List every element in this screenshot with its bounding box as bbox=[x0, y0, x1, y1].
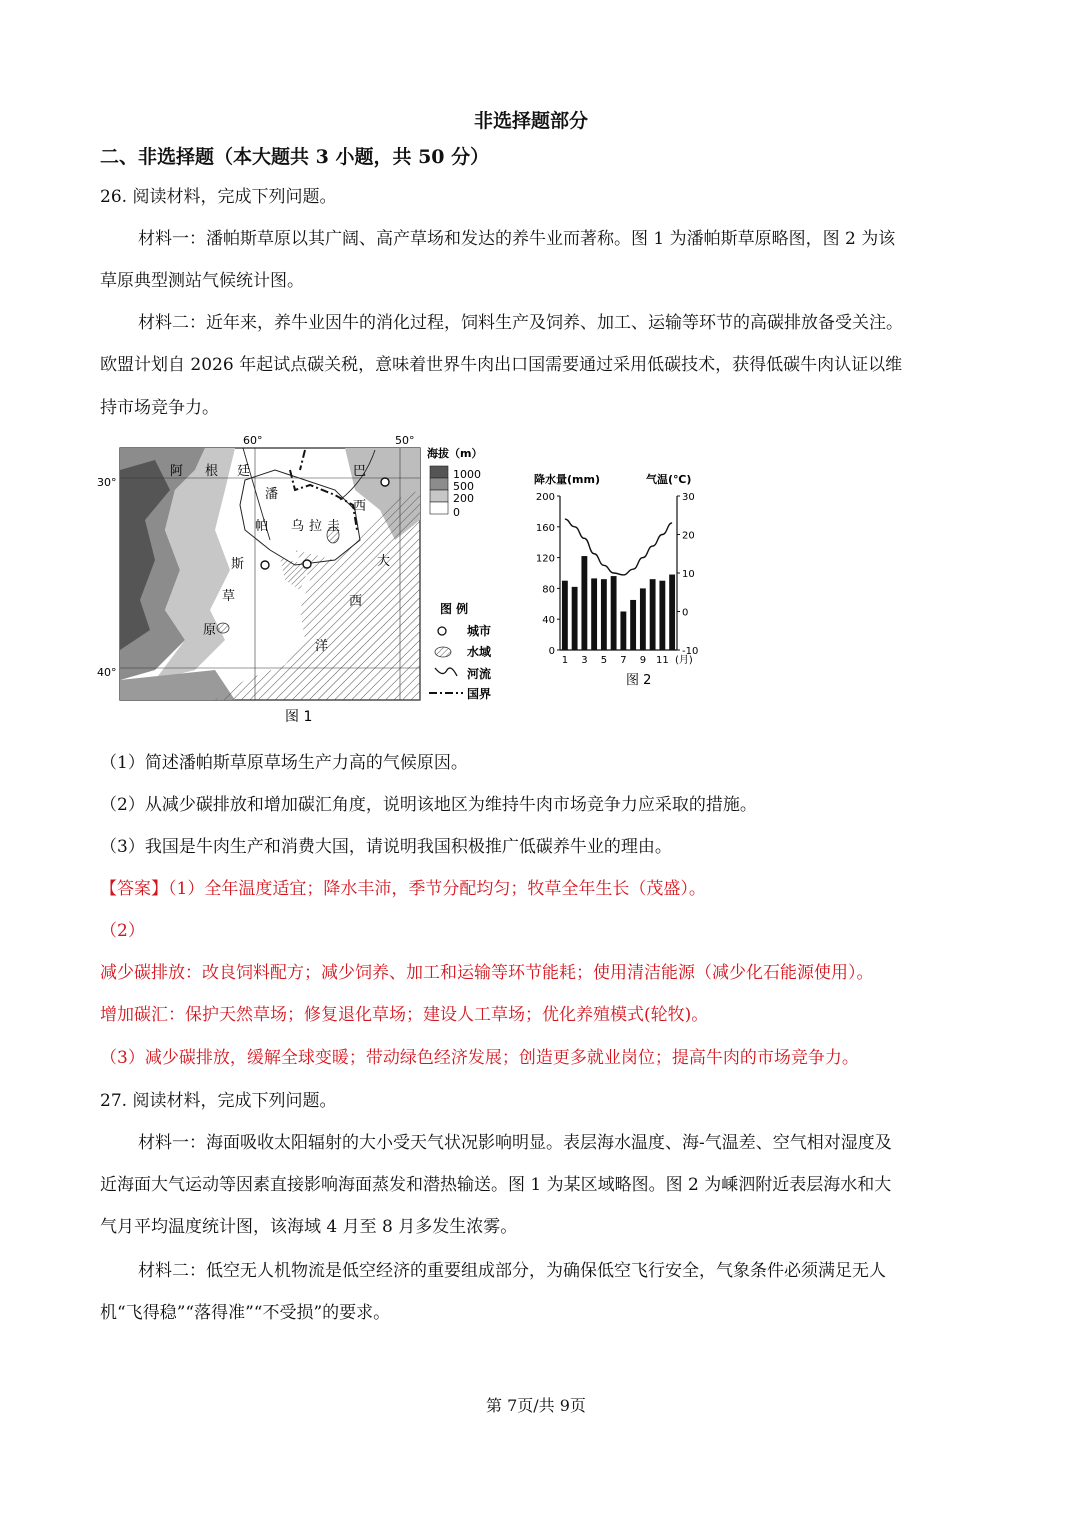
q26-stem: 26. 阅读材料，完成下列问题。 bbox=[100, 187, 337, 207]
elev-label-200: 200 bbox=[453, 492, 474, 505]
q26-material2-line3: 持市场竞争力。 bbox=[100, 398, 219, 418]
legend-river-icon bbox=[435, 668, 457, 676]
map-label-da: 大 bbox=[377, 554, 391, 569]
map-label-pan: 潘 bbox=[265, 487, 279, 502]
chart-ylabel-right: 气温(℃) bbox=[646, 473, 692, 486]
figure1-caption: 图 1 bbox=[285, 709, 313, 725]
map-label-a: 阿 bbox=[170, 464, 184, 479]
q27-material1-line2: 近海面大气运动等因素直接影响海面蒸发和潜热输送。图 1 为某区域略图。图 2 为嵊泗附近表层海水和大 bbox=[100, 1175, 892, 1195]
pampas-map-figure bbox=[95, 430, 505, 730]
precip-bar bbox=[581, 556, 587, 650]
temp-tick-label: 30 bbox=[682, 492, 695, 503]
precip-bar bbox=[640, 588, 646, 650]
legend-border-label: 国界 bbox=[467, 687, 492, 701]
q26-question-3: （3）我国是牛肉生产和消费大国，请说明我国积极推广低碳养牛业的理由。 bbox=[100, 837, 672, 857]
answer-tag: 【答案】 bbox=[100, 879, 168, 899]
precip-tick-label: 200 bbox=[535, 492, 555, 503]
precip-bar bbox=[591, 578, 597, 650]
precip-bar bbox=[562, 581, 568, 650]
climate-chart bbox=[520, 468, 720, 692]
precip-tick-label: 80 bbox=[542, 584, 555, 596]
lat-40-label: 40° bbox=[97, 666, 117, 679]
part-heading: 二、非选择题（本大题共 3 小题，共 50 分） bbox=[100, 146, 490, 168]
chart-x-unit: (月) bbox=[675, 655, 693, 666]
city-marker-3 bbox=[381, 478, 389, 486]
map-label-yang: 洋 bbox=[315, 639, 329, 654]
page-footer: 第 7页/共 9页 bbox=[486, 1396, 586, 1415]
map-label-cao: 草 bbox=[222, 589, 236, 604]
precip-tick-label: 120 bbox=[535, 553, 555, 565]
lon-60-label: 60° bbox=[243, 434, 263, 447]
q27-material1-line1: 材料一：海面吸收太阳辐射的大小受天气状况影响明显。表层海水温度、海-气温差、空气相对湿度及 bbox=[138, 1133, 892, 1153]
legend-city-label: 城市 bbox=[467, 624, 492, 638]
elev-swatch-200 bbox=[430, 490, 448, 502]
elev-label-500: 500 bbox=[453, 480, 474, 493]
elev-swatch-1000 bbox=[430, 466, 448, 478]
precip-bar bbox=[611, 576, 617, 650]
precipitation-bars bbox=[562, 556, 675, 650]
map-frame bbox=[120, 448, 420, 700]
precip-bar bbox=[572, 587, 578, 650]
map-label-pa: 帕 bbox=[255, 519, 269, 534]
precip-bar bbox=[620, 612, 626, 651]
precip-bar bbox=[630, 600, 636, 650]
q26-material2-line1: 材料二：近年来，养牛业因牛的消化过程，饲料生产及饲养、加工、运输等环节的高碳排放备受关注。 bbox=[138, 313, 903, 333]
q27-material2-line1: 材料二：低空无人机物流是低空经济的重要组成部分，为确保低空飞行安全，气象条件必须满足无人 bbox=[138, 1261, 886, 1281]
q26-material2-line2: 欧盟计划自 2026 年起试点碳关税，意味着世界牛肉出口国需要通过采用低碳技术，获得低碳牛肉认证以维 bbox=[100, 355, 903, 375]
temp-tick-label: 20 bbox=[682, 530, 695, 542]
chart-ylabel-left: 降水量(mm) bbox=[534, 473, 600, 486]
q26-material1-line1: 材料一：潘帕斯草原以其广阔、高产草场和发达的养牛业而著称。图 1 为潘帕斯草原略图，图 2 为该 bbox=[138, 229, 896, 249]
map-label-la: 拉 bbox=[309, 519, 323, 534]
legend-city-icon bbox=[438, 627, 446, 635]
legend-water-icon bbox=[435, 647, 451, 657]
city-marker-1 bbox=[261, 561, 269, 569]
month-tick-label: 7 bbox=[620, 655, 627, 666]
precip-tick-label: 160 bbox=[535, 522, 555, 534]
city-marker-2 bbox=[303, 560, 311, 568]
month-tick-label: 11 bbox=[656, 655, 669, 666]
map-label-si: 斯 bbox=[231, 557, 245, 572]
precip-bar bbox=[659, 581, 665, 650]
map-label-xi2: 西 bbox=[349, 594, 363, 609]
q26-question-2: （2）从减少碳排放和增加碳汇角度，说明该地区为维持牛肉市场竞争力应采取的措施。 bbox=[100, 795, 757, 815]
elev-label-0: 0 bbox=[453, 506, 460, 519]
precip-bar bbox=[669, 575, 675, 650]
map-label-gen: 根 bbox=[205, 464, 219, 479]
answer-1-text: （1）全年温度适宜；降水丰沛，季节分配均匀；牧草全年生长（茂盛）。 bbox=[168, 879, 706, 899]
temp-tick-label: 10 bbox=[682, 569, 695, 580]
temp-tick-label: 0 bbox=[682, 607, 689, 619]
legend-river-label: 河流 bbox=[467, 667, 492, 681]
precip-bar bbox=[650, 579, 656, 650]
answer-2-number: （2） bbox=[100, 921, 145, 941]
map-label-gui: 圭 bbox=[327, 519, 341, 534]
map-label-yuan: 原 bbox=[203, 623, 217, 638]
answer-2-reduce-emissions: 减少碳排放：改良饲料配方；减少饲养、加工和运输等环节能耗；使用清洁能源（减少化石能源使用）。 bbox=[100, 963, 874, 983]
section-title: 非选择题部分 bbox=[474, 110, 589, 132]
precip-tick-label: 0 bbox=[548, 646, 555, 657]
elev-label-1000: 1000 bbox=[453, 468, 481, 481]
map-label-ting: 廷 bbox=[237, 464, 251, 479]
lat-30-label: 30° bbox=[97, 476, 117, 489]
q27-material1-line3: 气月平均温度统计图，该海域 4 月至 8 月多发生浓雾。 bbox=[100, 1217, 518, 1237]
q26-material1-line2: 草原典型测站气候统计图。 bbox=[100, 271, 304, 291]
precip-tick-label: 40 bbox=[542, 615, 555, 627]
q27-material2-line2: 机“飞得稳”“落得准”“不受损”的要求。 bbox=[100, 1303, 391, 1323]
elev-swatch-500 bbox=[430, 478, 448, 490]
temp-tick-label: -10 bbox=[682, 646, 699, 657]
lon-50-label: 50° bbox=[395, 434, 415, 447]
precip-bar bbox=[601, 579, 607, 650]
answer-2-carbon-sink: 增加碳汇：保护天然草场；修复退化草场；建设人工草场；优化养殖模式(轮牧)。 bbox=[100, 1005, 709, 1025]
lake-2 bbox=[217, 623, 229, 633]
map-label-wu: 乌 bbox=[291, 519, 305, 534]
figure2-caption: 图 2 bbox=[626, 673, 652, 688]
legend-water-label: 水域 bbox=[467, 645, 492, 659]
month-tick-label: 5 bbox=[600, 655, 608, 666]
q27-stem: 27. 阅读材料，完成下列问题。 bbox=[100, 1091, 337, 1111]
map-label-ba: 巴 bbox=[353, 464, 367, 479]
month-tick-label: 3 bbox=[581, 655, 588, 666]
temperature-curve bbox=[565, 519, 672, 575]
month-tick-label: 1 bbox=[561, 655, 569, 666]
elev-swatch-0 bbox=[430, 502, 448, 514]
map-label-xi: 西 bbox=[353, 499, 367, 514]
answer-3-text: （3）减少碳排放，缓解全球变暖；带动绿色经济发展；创造更多就业岗位；提高牛肉的市场竞争力。 bbox=[100, 1048, 859, 1068]
answer-line-1 bbox=[100, 874, 706, 899]
q26-question-1: （1）简述潘帕斯草原草场生产力高的气候原因。 bbox=[100, 753, 468, 773]
month-tick-label: 9 bbox=[639, 655, 647, 666]
map-legend-title: 图 例 bbox=[440, 602, 469, 616]
elevation-legend-title: 海拔（m） bbox=[427, 447, 483, 460]
